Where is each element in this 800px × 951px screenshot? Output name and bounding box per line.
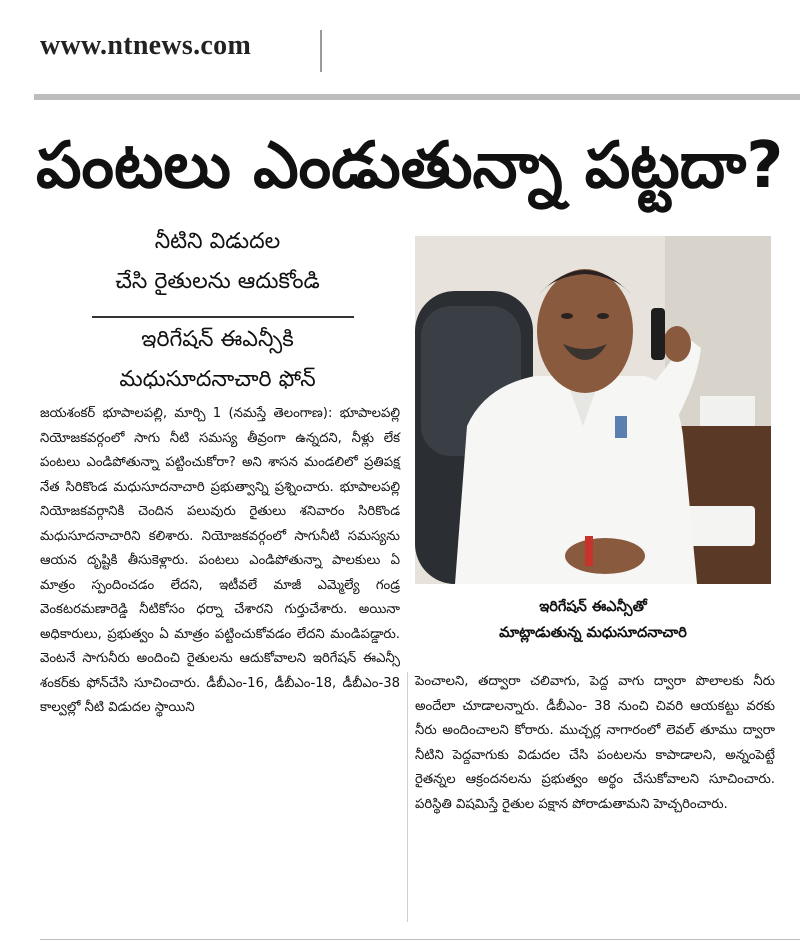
photo-caption: [415, 594, 771, 646]
subhead-secondary-line: ఇరిగేషన్‌ ఈఎన్సీకి: [141, 327, 294, 352]
photo-caption-line: మాట్లాడుతున్న మధుసూదనాచారి: [499, 625, 687, 641]
site-url[interactable]: www.ntnews.com: [40, 30, 252, 61]
subhead-secondary: [40, 320, 395, 400]
column-divider: [407, 672, 408, 922]
subhead-divider: [92, 316, 354, 318]
photo-caption-line: ఇరిగేషన్‌ ఈఎన్సీతో: [539, 599, 647, 615]
article-photo: [415, 236, 771, 584]
subhead-primary: [40, 222, 395, 302]
headline: పంటలు ఎండుతున్నా పట్టదా?: [36, 129, 784, 203]
subhead-secondary-line: మధుసూదనాచారి ఫోన్‌: [119, 367, 316, 392]
article-paragraph: పెంచాలని, తద్వారా చలివాగు, పెద్ద వాగు ద్వారా పొలాలకు నీరు అందేలా చూడాలన్నారు. డీబీఎం- 38 నుంచి చివరి ఆయకట్టు వరకు నీరు అందించాలని కోరారు. ముచ్చర్ల నాగారంలో లెవల్‌ తూము ద్వారా నీటిని పెద్దవాగుకు విడుదల చేసి పంటలను కాపాడాలని, అన్నంపెట్టే రైతన్నల ఆక్రందనలను ప్రభుత్వం అర్థం చేసుకోవాలని సూచించారు. పరిస్థితి విషమిస్తే రైతుల పక్షాన పోరాడుతామని హెచ్చరించారు.: [415, 674, 775, 812]
masthead-divider: [320, 30, 322, 72]
top-rule: [34, 94, 800, 100]
article-paragraph: జయశంకర్‌ భూపాలపల్లి, మార్చి 1 (నమస్తే తెలంగాణ): భూపాలపల్లి నియోజకవర్గంలో సాగు నీటి సమస్య తీవ్రంగా ఉన్నదని, నీళ్లు లేక పంటలు ఎండిపోతున్నా పట్టించుకోరా? అని శాసన మండలిలో ప్రతిపక్ష నేత సిరికొండ మధుసూదనాచారి ప్రభుత్వాన్ని ప్రశ్నించారు. భూపాలపల్లి నియోజకవర్గానికి చెందిన పలువురు రైతులు శనివారం సిరికొండ మధుసూదనాచారిని కలిశారు. నియోజకవర్గంలో సాగునీటి సమస్యను ఆయన దృష్టికి తీసుకెళ్లారు. పంటలు ఎండిపోతున్నా పాలకులు ఏ మాత్రం స్పందించడం లేదని, ఇటీవలే మాజీ ఎమ్మెల్యే గండ్ర వెంకటరమణారెడ్డి నీటికోసం ధర్నా చేశారని గుర్తుచేశారు. అయినా అధికారులు, ప్రభుత్వం ఏ మాత్రం పట్టించుకోవడం లేదని మండిపడ్డారు. వెంటనే సాగునీరు అందించి రైతులను ఆదుకోవాలని ఇరిగేషన్‌ ఈఎన్సీ శంకర్‌కు ఫోన్‌చేసి సూచించారు. డీబీఎం-16, డీబీఎం-18, డీబీఎం-38 కాల్వల్లో నీటి విడుదల స్థాయిని: [40, 406, 400, 715]
subhead-primary-line: చేసి రైతులను ఆదుకోండి: [115, 269, 320, 294]
bottom-rule: [40, 939, 800, 940]
article-body-right: [415, 670, 775, 817]
subhead-primary-line: నీటిని విడుదల: [154, 229, 281, 254]
article-body-left: [40, 402, 400, 721]
photo-illustration: [415, 236, 771, 584]
